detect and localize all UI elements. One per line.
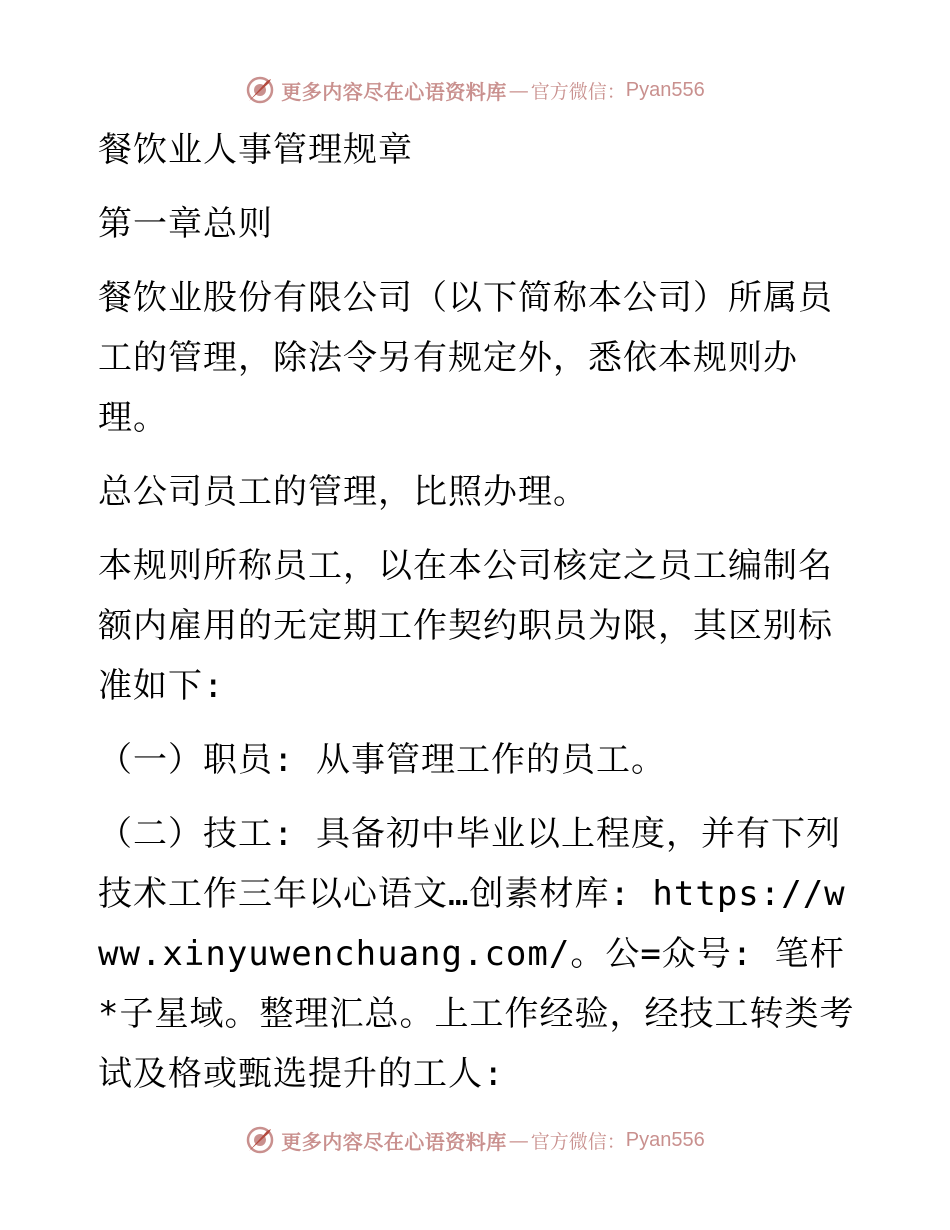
paragraph: 本规则所称员工，以在本公司核定之员工编制名额内雇用的无定期工作契约职员为限，其区别标准如下: bbox=[98, 546, 833, 706]
banner-text: 更多内容尽在心语资料库 bbox=[281, 1129, 507, 1154]
paragraph: （二）技工: 具备初中毕业以上程度，并有下列技术工作三年以心语文…创素材库: https://www.xinyuwenchuang.com/。公=众号: 笔杆*子星域。整理汇总。上工作经验，经技工转类考试及格或甄选提升的工人: bbox=[98, 814, 855, 1094]
banner-dash: — bbox=[508, 78, 529, 102]
chapter-heading: 第一章总则 bbox=[98, 204, 273, 244]
banner-wechat-account: Pyan556 bbox=[625, 1128, 705, 1151]
header-watermark-banner bbox=[0, 68, 950, 112]
paragraph: 餐饮业股份有限公司（以下简称本公司）所属员工的管理，除法令另有规定外，悉依本规则办理。 bbox=[98, 278, 833, 438]
quill-seal-icon bbox=[245, 75, 275, 105]
banner-text: 更多内容尽在心语资料库 bbox=[281, 79, 507, 104]
paragraph: 总公司员工的管理，比照办理。 bbox=[98, 472, 588, 512]
banner-dash: — bbox=[508, 1128, 529, 1152]
document-title: 餐饮业人事管理规章 bbox=[98, 130, 413, 170]
quill-seal-icon bbox=[245, 1125, 275, 1155]
banner-wechat-label: 官方微信： bbox=[530, 80, 626, 103]
document-body bbox=[98, 120, 858, 1118]
banner-wechat-label: 官方微信： bbox=[530, 1130, 626, 1153]
paragraph: （一）职员: 从事管理工作的员工。 bbox=[98, 740, 666, 780]
banner-wechat-account: Pyan556 bbox=[625, 78, 705, 101]
footer-watermark-banner bbox=[0, 1118, 950, 1162]
